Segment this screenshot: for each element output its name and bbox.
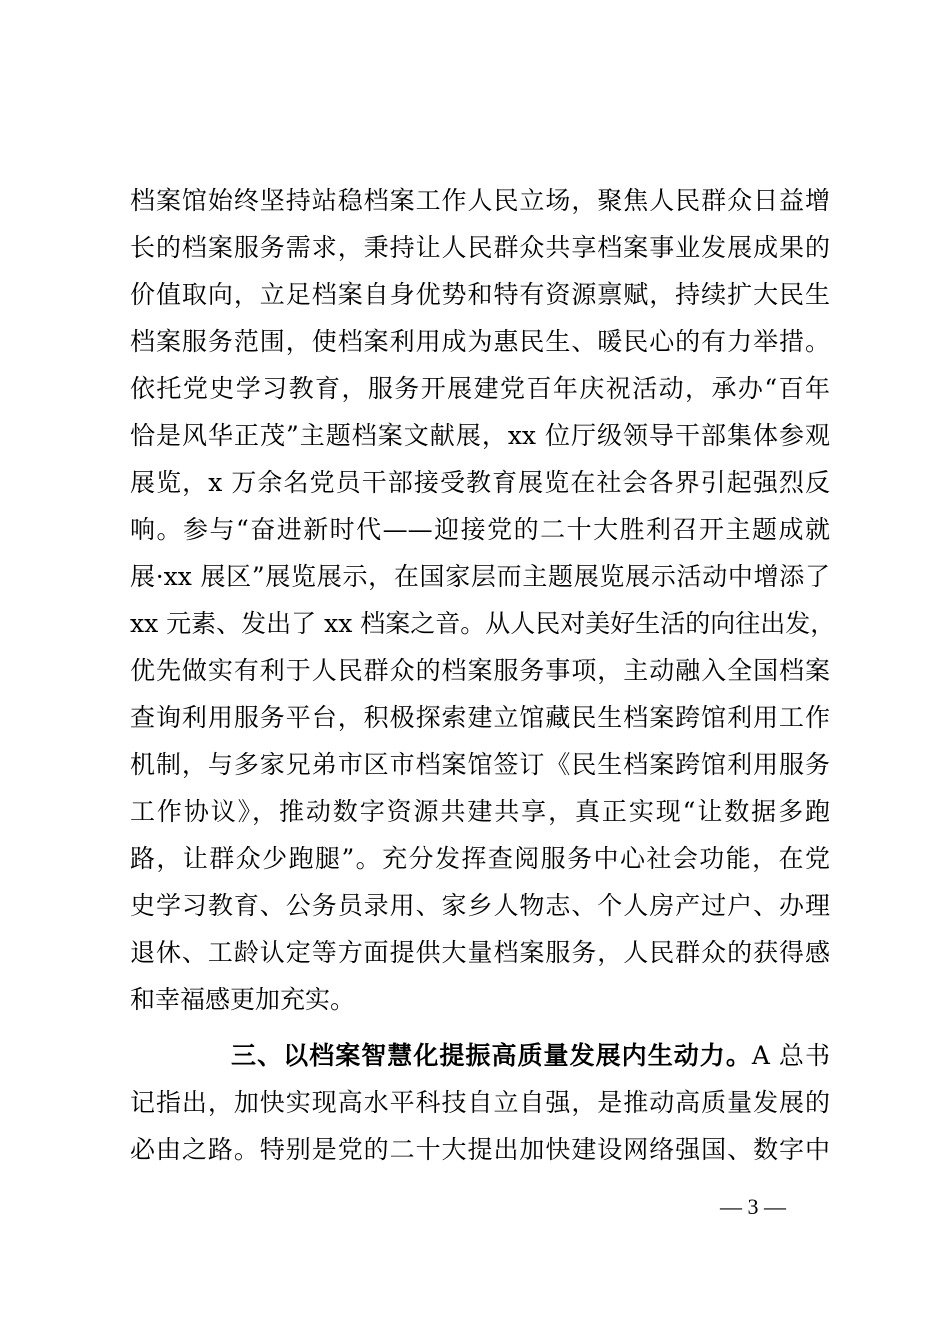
- text-line: 记指出，加快实现高水平科技自立自强，是推动高质量发展的: [130, 1088, 830, 1117]
- text-line: 价值取向，立足档案自身优势和特有资源禀赋，持续扩大民生: [130, 280, 830, 309]
- text-line: 档案馆始终坚持站稳档案工作人民立场，聚焦人民群众日益增: [130, 186, 830, 215]
- text-line: 路，让群众少跑腿”。充分发挥查阅服务中心社会功能，在党: [130, 844, 830, 873]
- page-number: — 3 —: [720, 1194, 786, 1219]
- text-line: 恰是风华正茂”主题档案文献展，xx 位厅级领导干部集体参观: [130, 421, 830, 450]
- text-line: xx 元素、发出了 xx 档案之音。从人民对美好生活的向往出发，: [130, 609, 836, 638]
- text-line: 展览，x 万余名党员干部接受教育展览在社会各界引起强烈反: [130, 468, 830, 497]
- text-line: 优先做实有利于人民群众的档案服务事项，主动融入全国档案: [130, 656, 830, 685]
- text-line: 和幸福感更加充实。: [130, 985, 356, 1014]
- heading-tail-text: A 总书: [751, 1041, 830, 1070]
- text-line: 退休、工龄认定等方面提供大量档案服务，人民群众的获得感: [130, 938, 830, 967]
- text-line: 工作协议》，推动数字资源共建共享，真正实现“让数据多跑: [130, 797, 830, 826]
- text-line: 史学习教育、公务员录用、家乡人物志、个人房产过户、办理: [130, 891, 830, 920]
- text-line: 必由之路。特别是党的二十大提出加快建设网络强国、数字中: [130, 1135, 830, 1164]
- section-heading-line: [130, 1036, 830, 1076]
- text-line: 长的档案服务需求，秉持让人民群众共享档案事业发展成果的: [130, 233, 830, 262]
- text-line: 档案服务范围，使档案利用成为惠民生、暖民心的有力举措。: [130, 327, 830, 356]
- text-line: 机制，与多家兄弟市区市档案馆签订《民生档案跨馆利用服务: [130, 750, 830, 779]
- text-line: 展·xx 展区”展览展示，在国家层而主题展览展示活动中增添了: [130, 562, 830, 591]
- section-heading: 三、以档案智慧化提振高质量发展内生动力。: [230, 1041, 752, 1070]
- text-line: 查询利用服务平台，积极探索建立馆藏民生档案跨馆利用工作: [130, 703, 830, 732]
- text-line: 响。参与“奋进新时代——迎接党的二十大胜利召开主题成就: [130, 515, 830, 544]
- text-line: 依托党史学习教育，服务开展建党百年庆祝活动，承办“百年: [130, 374, 830, 403]
